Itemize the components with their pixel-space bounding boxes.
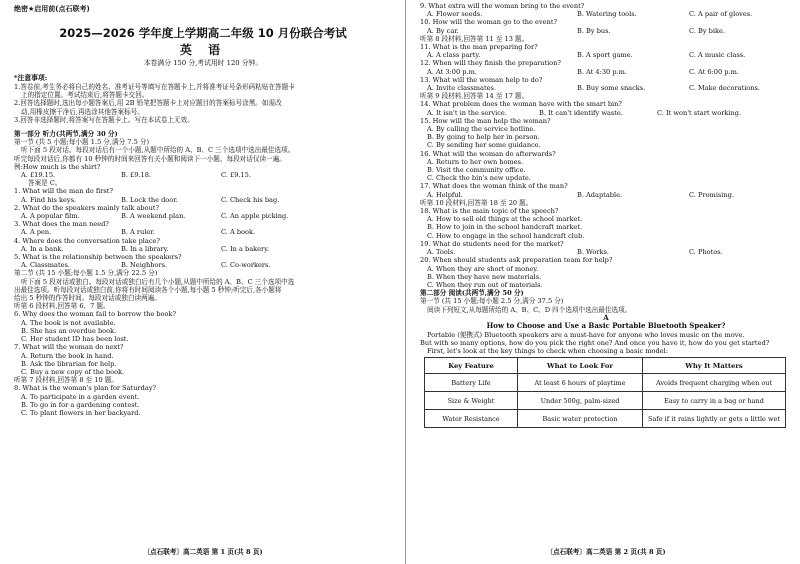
- option-row: [420, 68, 792, 76]
- option: A. Return the book in hand.: [21, 351, 114, 360]
- option: C. £9.15.: [221, 171, 251, 180]
- option: C. Promising.: [689, 190, 734, 199]
- table-cell: Safe if it rains lightly or gets a little wet: [643, 410, 786, 428]
- passage-line: First, let's look at the key things to check when choosing a basic model:: [427, 347, 668, 356]
- table-cell: Easy to carry in a bag or hand: [643, 392, 786, 410]
- option: A. The book is not available.: [21, 318, 116, 327]
- option-row: [14, 196, 392, 204]
- option: C. At 6:00 p.m.: [689, 67, 739, 76]
- example-answer: 答案是 C。: [28, 179, 62, 188]
- option: C. Make decorations.: [689, 84, 761, 93]
- page-2: [420, 0, 792, 564]
- part-heading: 第一部分 听力(共两节,满分 30 分): [14, 130, 118, 139]
- option: B. It can't identify waste.: [539, 108, 623, 117]
- table-cell: Water Resistance: [425, 410, 518, 428]
- option: B. By going to help her in person.: [427, 133, 540, 142]
- passage-line: Portable (便携式) Bluetooth speakers are a must-have for anyone who loves music on the move.: [427, 330, 745, 339]
- option-row: [14, 228, 392, 236]
- option: B. When they have new materials.: [427, 272, 542, 281]
- option-row: [14, 171, 392, 179]
- subject-title: 英 语: [179, 43, 227, 57]
- option: A. How to sell old things at the school market.: [427, 215, 583, 224]
- table-cell: Battery Life: [425, 374, 518, 392]
- notice-line: 3.回答非选择题时,将答案写在答题卡上。写在本试卷上无效。: [14, 115, 194, 124]
- question: 6. Why does the woman fail to borrow the book?: [14, 310, 177, 319]
- option: C. A music class.: [689, 51, 746, 60]
- notice-line: 1.答卷前,考生务必将自己的姓名、准考证号等填写在答题卡上,并将准考证号条形码粘贴在答题卡: [14, 83, 295, 91]
- table-cell: At least 6 hours of playtime: [518, 374, 643, 392]
- option-row: [420, 248, 792, 256]
- option: A. By car.: [427, 26, 459, 35]
- option-row: [420, 84, 792, 92]
- section-heading: 第二节 (共 15 小题;每小题 1.5 分,满分 22.5 分): [14, 269, 158, 278]
- option-row: [420, 191, 792, 199]
- option: C. A pair of gloves.: [689, 10, 753, 19]
- option: A. Return to her own homes.: [427, 157, 524, 166]
- table-header: Key Feature: [425, 358, 518, 374]
- option: A. It isn't in the service.: [427, 108, 507, 117]
- question: 20. When should students ask preparation team for help?: [420, 256, 613, 265]
- option: B. Ask the librarian for help.: [21, 359, 117, 368]
- option: A. Invite classmates.: [427, 84, 497, 93]
- option: C. In a bakery.: [221, 244, 270, 253]
- table-header: Why It Matters: [643, 358, 786, 374]
- question: 7. What will the woman do next?: [14, 343, 124, 352]
- option: A. By calling the service hotline.: [427, 125, 536, 134]
- exam-meta: 本卷满分 150 分,考试用时 120 分钟。: [143, 59, 263, 67]
- question: 14. What problem does the woman have with the smart bin?: [420, 100, 622, 109]
- option: C. When they run out of materials.: [427, 280, 543, 289]
- table-cell: Avoids frequent charging when out: [643, 374, 786, 392]
- material-heading: 听第 10 段材料,回答第 18 至 20 题。: [420, 198, 533, 207]
- material-heading: 听第 7 段材料,回答第 8 至 10 题。: [14, 376, 118, 385]
- option-row: [420, 27, 792, 35]
- instruction-line: 听下面 5 段对话或独白。每段对话或独白后有几个小题,从题中所给的 A、B、C 三个选项中选: [21, 277, 295, 286]
- option: A. When they are short of money.: [427, 264, 539, 273]
- question: 3. What does the man need?: [14, 220, 109, 229]
- option: B. Visit the community office.: [427, 166, 526, 175]
- notice-line: 动,用橡皮擦干净后,再选涂其他答案标号。: [21, 107, 144, 116]
- page-footer: 〔点石联考〕高二英语 第 2 页(共 8 页): [546, 548, 666, 556]
- notice-line: 2.回答选择题时,选出每小题答案后,用 2B 铅笔把答题卡上对应题目的答案标号涂黑。如需改: [14, 99, 282, 108]
- instruction-line: 给出 5 秒钟的作答时间。每段对话或独白读两遍。: [14, 294, 161, 303]
- option: C. By sending her some guidance.: [427, 141, 541, 150]
- option: A. In a bank.: [21, 244, 64, 253]
- question: 19. What do students need for the market?: [420, 239, 564, 248]
- question: 10. How will the woman go to the event?: [420, 18, 558, 27]
- part-heading: 第二部分 阅读(共两节,满分 50 分): [420, 289, 524, 298]
- option: B. Lock the door.: [121, 195, 178, 204]
- passage-line: But with so many options, how do you pick the right one? And once you have it, how do you get started?: [420, 338, 770, 347]
- option: B. Works.: [577, 248, 609, 257]
- option: B. In a library.: [121, 244, 169, 253]
- option: B. She has an overdue book.: [21, 326, 117, 335]
- table-row: [425, 374, 786, 392]
- option: B. Adaptable.: [577, 190, 623, 199]
- option: B. A ruler.: [121, 228, 155, 237]
- exam-title: 2025—2026 学年度上学期高二年级 10 月份联合考试: [59, 26, 347, 40]
- question: 1. What will the man do first?: [14, 187, 113, 196]
- option: B. At 4:30 p.m.: [577, 67, 627, 76]
- option: A. Classmates.: [21, 261, 71, 270]
- option: B. Watering tools.: [577, 10, 637, 19]
- instruction-line: 阅读下列短文,从每题所给的 A、B、C、D 四个选项中选出最佳选项。: [427, 305, 632, 314]
- table-header-row: [425, 358, 786, 374]
- table-row: [425, 392, 786, 410]
- question: 13. What will the woman help to do?: [420, 75, 543, 84]
- option: A. £19.15.: [21, 171, 56, 180]
- option-row: [420, 109, 792, 117]
- instruction-line: 出最佳选项。听每段对话或独白前,你将有时间阅读各个小题,每小题 5 秒钟;听完后,各小题将: [14, 285, 282, 294]
- confidential-label: 绝密★启用前(点石联考): [14, 5, 90, 13]
- table-cell: Under 500g, palm-sized: [518, 392, 643, 410]
- feature-table: [424, 357, 786, 428]
- questions-1-5: [14, 187, 392, 269]
- question: 11. What is the man preparing for?: [420, 43, 538, 52]
- option: A. Helpful.: [427, 190, 463, 199]
- option: B. £9.18.: [121, 171, 152, 180]
- section-heading: 第一节 (共 15 小题;每小题 2.5 分,满分 37.5 分): [420, 297, 564, 306]
- question: 9. What extra will the woman bring to the event?: [420, 2, 585, 10]
- option: C. Check his bag.: [221, 195, 280, 204]
- question: 5. What is the relationship between the speakers?: [14, 253, 182, 262]
- option: B. Buy some snacks.: [577, 84, 646, 93]
- option: C. An apple picking.: [221, 212, 289, 221]
- option: B. A sport game.: [577, 51, 633, 60]
- option: A. A popular film.: [21, 212, 80, 221]
- passage-title: How to Choose and Use a Basic Portable Bluetooth Speaker?: [486, 321, 726, 331]
- table-cell: Basic water protection: [518, 410, 643, 428]
- option: A. A class party.: [427, 51, 481, 60]
- option: B. By bus.: [577, 26, 611, 35]
- option: C. By bike.: [689, 26, 725, 35]
- option: B. A weekend plan.: [121, 212, 186, 221]
- question: 15. How will the man help the woman?: [420, 116, 551, 125]
- notice-line: 上的指定位置。考试结束后,将答题卡交回。: [21, 91, 149, 100]
- option: B. How to join in the school handcraft market.: [427, 223, 583, 232]
- option: B. To go in for a gardening contest.: [21, 400, 140, 409]
- option-row: [14, 245, 392, 253]
- option: C. Check the bin's new update.: [427, 174, 531, 183]
- instruction-line: 听下面 5 段对话。每段对话后有一个小题,从题中所给的 A、B、C 三个选项中选出最佳选项。: [21, 146, 295, 155]
- page-divider: [405, 0, 406, 564]
- section-heading: 第一节 (共 5 小题;每小题 1.5 分,满分 7.5 分): [14, 138, 150, 147]
- option: C. Co-workers.: [221, 261, 271, 270]
- question: 2. What do the speakers mainly talk about?: [14, 203, 160, 212]
- option: A. Flower seeds.: [427, 10, 483, 19]
- material-heading: 听第 6 段材料,回答第 6、7 题。: [14, 302, 110, 311]
- instruction-line: 听完每段对话后,你都有 10 秒钟的时间来回答有关小题和阅读下一小题。每段对话仅读一遍。: [14, 154, 286, 163]
- option-row: [420, 10, 792, 18]
- option: C. To plant flowers in her backyard.: [21, 408, 141, 417]
- question: 4. Where does the conversation take place?: [14, 236, 160, 245]
- option: A. To participate in a garden event.: [21, 392, 140, 401]
- material-heading: 听第 8 段材料,回答第 11 至 13 题。: [420, 34, 529, 43]
- option: C. A book.: [221, 228, 256, 237]
- table-row: [425, 410, 786, 428]
- table-cell: Size & Weight: [425, 392, 518, 410]
- question: 16. What will the woman do afterwards?: [420, 149, 556, 158]
- question: 8. What is the woman's plan for Saturday?: [14, 384, 157, 393]
- option-row: [14, 212, 392, 220]
- option: A. At 3:00 p.m.: [427, 67, 477, 76]
- option: A. A pen.: [21, 228, 52, 237]
- question: 12. When will they finish the preparation?: [420, 59, 561, 68]
- option: C. Her student ID has been lost.: [21, 335, 129, 344]
- option: C. Photos.: [689, 248, 723, 257]
- question: 17. What does the woman think of the man?: [420, 182, 568, 191]
- option: A. Find his keys.: [21, 195, 77, 204]
- option: C. It won't start working.: [657, 108, 742, 117]
- material-heading: 听第 9 段材料,回答第 14 至 17 题。: [420, 92, 529, 101]
- page-footer: 〔点石联考〕高二英语 第 1 页(共 8 页): [143, 548, 263, 556]
- table-header: What to Look For: [518, 358, 643, 374]
- page-1: [14, 0, 392, 564]
- option: C. How to engage in the school handcraft club.: [427, 231, 585, 240]
- question: 18. What is the main topic of the speech?: [420, 207, 559, 216]
- option: C. Buy a new copy of the book.: [21, 367, 125, 376]
- passage-letter: A: [603, 312, 609, 322]
- option-row: [420, 51, 792, 59]
- notice-heading: *注意事项:: [14, 74, 48, 82]
- example-question: 例:How much is the shirt?: [14, 162, 101, 171]
- option: A. Tools.: [427, 248, 456, 257]
- option: B. Neighbors.: [121, 261, 168, 270]
